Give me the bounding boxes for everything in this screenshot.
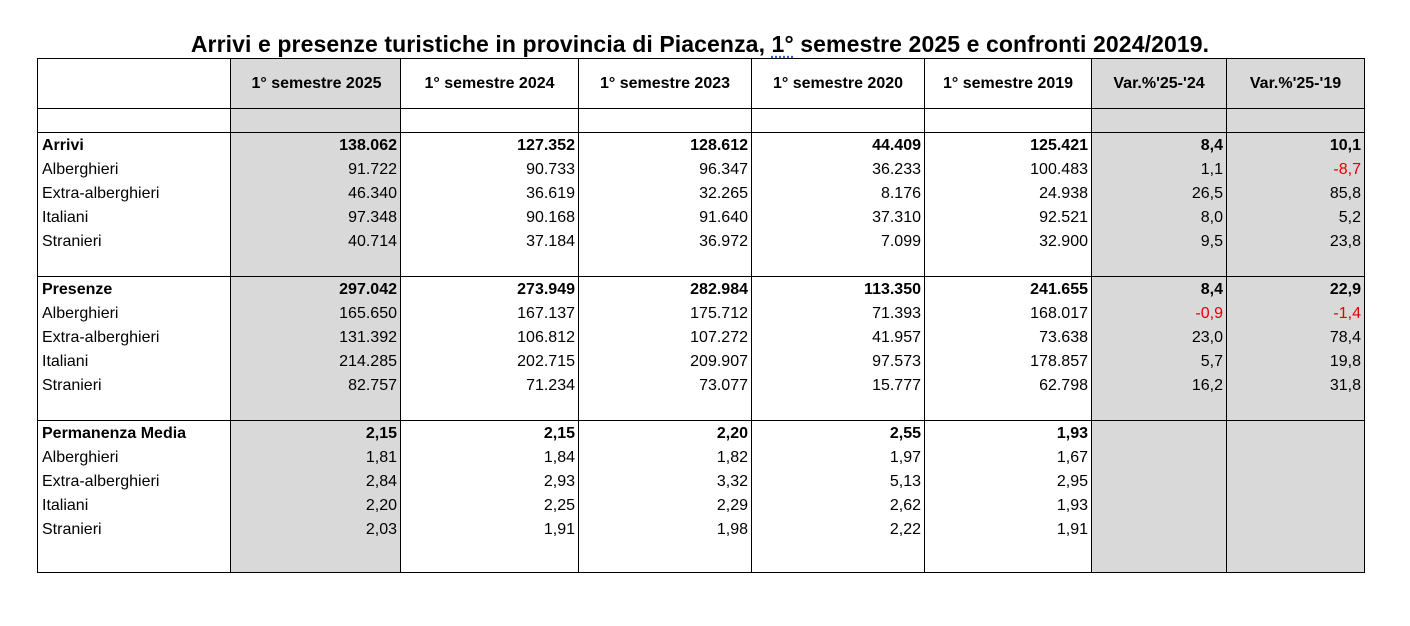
variation-cell [1227, 494, 1365, 518]
value-cell: 2,22 [752, 518, 925, 542]
spacer-row [38, 109, 1365, 133]
header-cell: 1° semestre 2020 [752, 59, 925, 109]
value-cell: 73.638 [925, 326, 1092, 350]
value-cell: 165.650 [231, 302, 401, 326]
variation-cell: -1,4 [1227, 302, 1365, 326]
variation-cell: 26,5 [1092, 182, 1227, 206]
value-cell: 1,93 [925, 421, 1092, 447]
value-cell: 91.640 [579, 206, 752, 230]
value-cell: 138.062 [231, 133, 401, 159]
value-cell: 1,93 [925, 494, 1092, 518]
value-cell: 273.949 [401, 277, 579, 303]
row-label: Stranieri [38, 374, 231, 398]
variation-cell: 19,8 [1227, 350, 1365, 374]
variation-cell: 8,4 [1092, 277, 1227, 303]
value-cell: 46.340 [231, 182, 401, 206]
variation-cell: 78,4 [1227, 326, 1365, 350]
value-cell: 131.392 [231, 326, 401, 350]
variation-cell: 31,8 [1227, 374, 1365, 398]
value-cell: 2,15 [401, 421, 579, 447]
variation-cell: 8,4 [1092, 133, 1227, 159]
section-permanenza [38, 421, 1365, 573]
row-label: Arrivi [38, 133, 231, 159]
value-cell: 2,29 [579, 494, 752, 518]
value-cell: 90.733 [401, 158, 579, 182]
value-cell: 90.168 [401, 206, 579, 230]
table-row [38, 350, 1365, 374]
row-label: Extra-alberghieri [38, 182, 231, 206]
value-cell: 62.798 [925, 374, 1092, 398]
variation-cell [1227, 470, 1365, 494]
value-cell: 97.348 [231, 206, 401, 230]
title-text-before: Arrivi e presenze turistiche in provincia di Piacenza, [190, 31, 772, 57]
value-cell: 202.715 [401, 350, 579, 374]
variation-cell: 85,8 [1227, 182, 1365, 206]
value-cell: 71.393 [752, 302, 925, 326]
variation-cell: 5,2 [1227, 206, 1365, 230]
row-label: Permanenza Media [38, 421, 231, 447]
variation-cell: 23,0 [1092, 326, 1227, 350]
value-cell: 92.521 [925, 206, 1092, 230]
spacer-row [38, 398, 1365, 421]
value-cell: 1,97 [752, 446, 925, 470]
value-cell: 5,13 [752, 470, 925, 494]
value-cell: 36.619 [401, 182, 579, 206]
value-cell: 8.176 [752, 182, 925, 206]
value-cell: 37.184 [401, 230, 579, 254]
value-cell: 1,67 [925, 446, 1092, 470]
title-degree: 1° [771, 31, 794, 57]
row-label: Italiani [38, 494, 231, 518]
row-label: Alberghieri [38, 302, 231, 326]
value-cell: 1,91 [925, 518, 1092, 542]
value-cell: 125.421 [925, 133, 1092, 159]
variation-cell: 23,8 [1227, 230, 1365, 254]
table-row [38, 494, 1365, 518]
variation-cell [1092, 494, 1227, 518]
value-cell: 2,25 [401, 494, 579, 518]
value-cell: 178.857 [925, 350, 1092, 374]
section-total-row [38, 421, 1365, 447]
row-label: Stranieri [38, 230, 231, 254]
spacer-row [38, 542, 1365, 573]
table-row [38, 326, 1365, 350]
variation-cell: 8,0 [1092, 206, 1227, 230]
value-cell: 7.099 [752, 230, 925, 254]
value-cell: 2,20 [231, 494, 401, 518]
value-cell: 209.907 [579, 350, 752, 374]
header-row [38, 59, 1365, 109]
table-row [38, 518, 1365, 542]
row-label: Italiani [38, 350, 231, 374]
value-cell: 2,84 [231, 470, 401, 494]
value-cell: 82.757 [231, 374, 401, 398]
value-cell: 2,62 [752, 494, 925, 518]
variation-cell [1227, 421, 1365, 447]
variation-cell [1092, 421, 1227, 447]
value-cell: 2,55 [752, 421, 925, 447]
variation-cell: -8,7 [1227, 158, 1365, 182]
value-cell: 297.042 [231, 277, 401, 303]
header-cell: 1° semestre 2025 [231, 59, 401, 109]
value-cell: 168.017 [925, 302, 1092, 326]
value-cell: 3,32 [579, 470, 752, 494]
value-cell: 1,82 [579, 446, 752, 470]
value-cell: 106.812 [401, 326, 579, 350]
value-cell: 36.233 [752, 158, 925, 182]
tourism-table [37, 58, 1365, 573]
value-cell: 1,91 [401, 518, 579, 542]
value-cell: 282.984 [579, 277, 752, 303]
table-row [38, 158, 1365, 182]
value-cell: 37.310 [752, 206, 925, 230]
variation-cell: 10,1 [1227, 133, 1365, 159]
title-text-after: semestre 2025 e confronti 2024/2019. [793, 31, 1210, 57]
value-cell: 1,98 [579, 518, 752, 542]
row-label: Presenze [38, 277, 231, 303]
value-cell: 2,15 [231, 421, 401, 447]
value-cell: 91.722 [231, 158, 401, 182]
value-cell: 36.972 [579, 230, 752, 254]
value-cell: 100.483 [925, 158, 1092, 182]
table-row [38, 446, 1365, 470]
value-cell: 128.612 [579, 133, 752, 159]
spacer-row [38, 254, 1365, 277]
value-cell: 175.712 [579, 302, 752, 326]
value-cell: 1,81 [231, 446, 401, 470]
value-cell: 214.285 [231, 350, 401, 374]
section-total-row [38, 277, 1365, 303]
variation-cell: 16,2 [1092, 374, 1227, 398]
header-cell: Var.%'25-'19 [1227, 59, 1365, 109]
table-row [38, 470, 1365, 494]
value-cell: 127.352 [401, 133, 579, 159]
table-row [38, 230, 1365, 254]
variation-cell: 22,9 [1227, 277, 1365, 303]
value-cell: 24.938 [925, 182, 1092, 206]
value-cell: 32.265 [579, 182, 752, 206]
value-cell: 97.573 [752, 350, 925, 374]
value-cell: 107.272 [579, 326, 752, 350]
value-cell: 1,84 [401, 446, 579, 470]
value-cell: 40.714 [231, 230, 401, 254]
row-label: Extra-alberghieri [38, 470, 231, 494]
variation-cell [1092, 446, 1227, 470]
row-label: Stranieri [38, 518, 231, 542]
value-cell: 44.409 [752, 133, 925, 159]
variation-cell [1092, 470, 1227, 494]
variation-cell: 1,1 [1092, 158, 1227, 182]
variation-cell [1227, 446, 1365, 470]
header-cell: 1° semestre 2023 [579, 59, 752, 109]
value-cell: 2,20 [579, 421, 752, 447]
variation-cell: 5,7 [1092, 350, 1227, 374]
row-label: Alberghieri [38, 158, 231, 182]
variation-cell [1227, 518, 1365, 542]
variation-cell: -0,9 [1092, 302, 1227, 326]
value-cell: 241.655 [925, 277, 1092, 303]
value-cell: 167.137 [401, 302, 579, 326]
table-row [38, 374, 1365, 398]
value-cell: 73.077 [579, 374, 752, 398]
table-row [38, 302, 1365, 326]
value-cell: 71.234 [401, 374, 579, 398]
header-cell [38, 59, 231, 109]
value-cell: 2,95 [925, 470, 1092, 494]
table-title [0, 30, 1400, 58]
variation-cell [1092, 518, 1227, 542]
header-cell: 1° semestre 2024 [401, 59, 579, 109]
row-label: Italiani [38, 206, 231, 230]
value-cell: 113.350 [752, 277, 925, 303]
value-cell: 96.347 [579, 158, 752, 182]
section-total-row [38, 133, 1365, 159]
row-label: Extra-alberghieri [38, 326, 231, 350]
value-cell: 41.957 [752, 326, 925, 350]
section-arrivi [38, 133, 1365, 277]
table-row [38, 182, 1365, 206]
value-cell: 32.900 [925, 230, 1092, 254]
header-cell: Var.%'25-'24 [1092, 59, 1227, 109]
section-presenze [38, 277, 1365, 421]
value-cell: 2,93 [401, 470, 579, 494]
table-row [38, 206, 1365, 230]
value-cell: 15.777 [752, 374, 925, 398]
header-cell: 1° semestre 2019 [925, 59, 1092, 109]
row-label: Alberghieri [38, 446, 231, 470]
value-cell: 2,03 [231, 518, 401, 542]
variation-cell: 9,5 [1092, 230, 1227, 254]
